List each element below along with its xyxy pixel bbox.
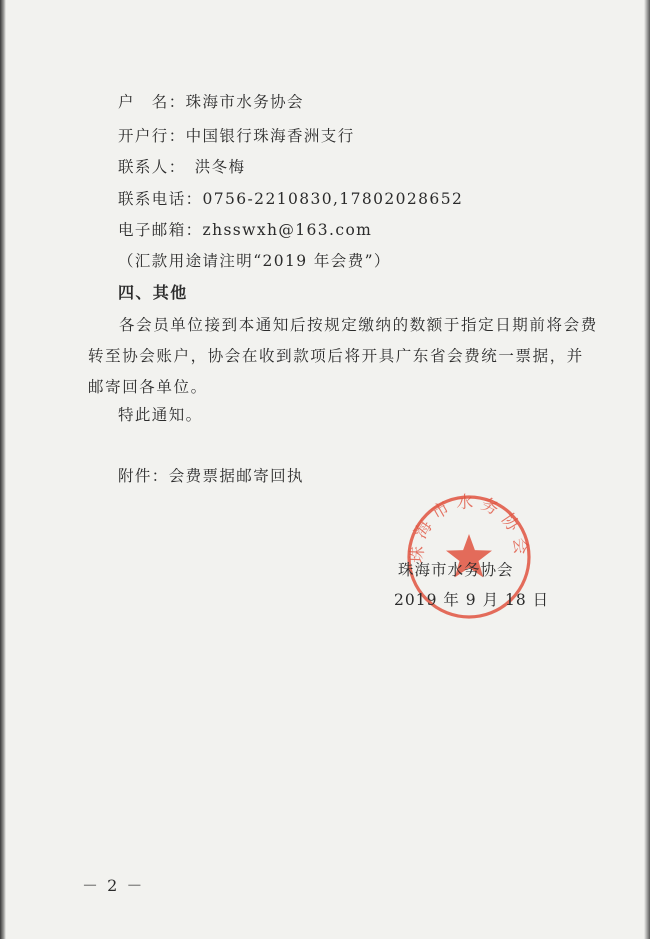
bank-line: 开户行：中国银行珠海香洲支行: [118, 127, 355, 145]
contact-line: 联系人： 洪冬梅: [118, 158, 246, 176]
signature-organization: 珠海市水务协会: [398, 561, 514, 579]
attachment-line: 附件：会费票据邮寄回执: [118, 467, 304, 485]
closing-text: 特此通知。: [118, 406, 203, 424]
section-paragraph: 各会员单位接到本通知后按规定缴纳的数额于指定日期前将会费转至协会账户，协会在收到款项后将开具广东省会费统一票据，并邮寄回各单位。: [88, 316, 598, 396]
account-name-line: 户 名：珠海市水务协会: [118, 93, 304, 111]
svg-text:珠海市水务协会: 珠海市水务协会: [407, 492, 531, 564]
page-number: － 2 －: [82, 876, 145, 895]
phone-line: 联系电话：0756-2210830,17802028652: [118, 190, 464, 208]
signature-date: 2019 年 9 月 18 日: [394, 591, 550, 609]
section-heading: 四、其他: [118, 283, 188, 302]
remark-line: （汇款用途请注明“2019 年会费”）: [118, 252, 391, 270]
email-line: 电子邮箱：zhsswxh@163.com: [118, 221, 373, 239]
